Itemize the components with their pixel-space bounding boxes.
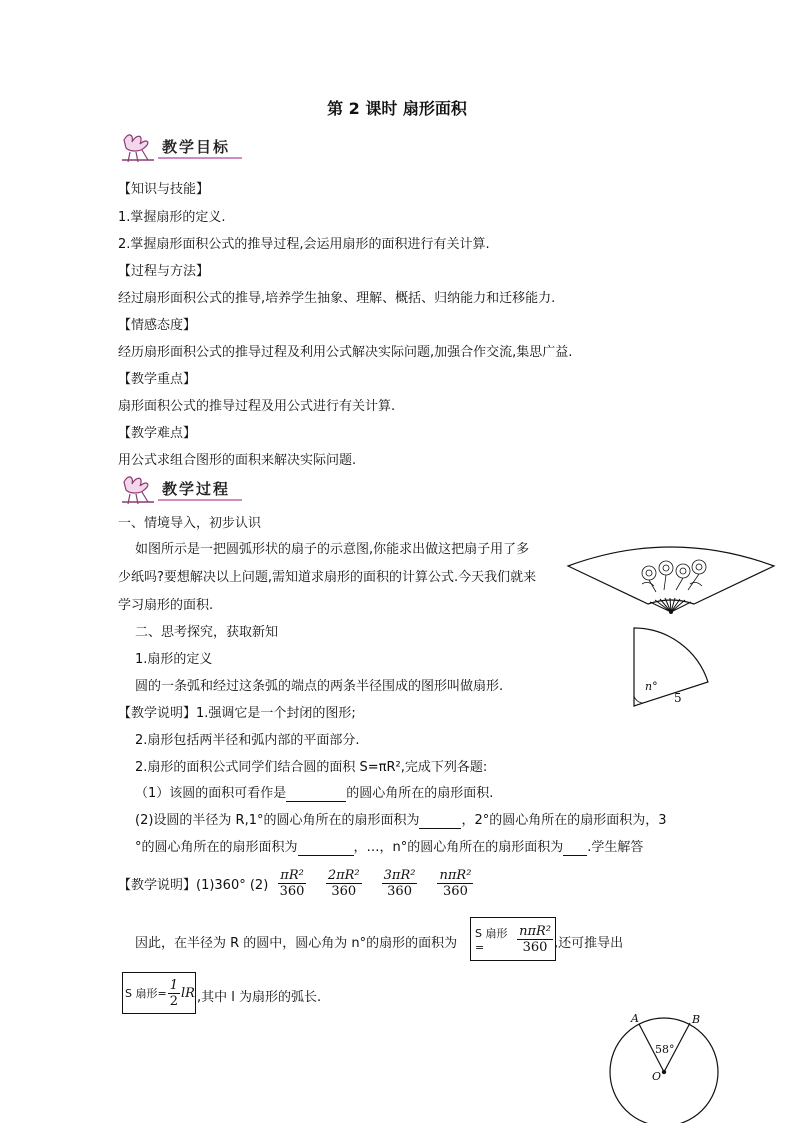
fraction-denominator: 360 [331, 884, 357, 899]
fan-figure [566, 540, 776, 620]
heading-underline [158, 157, 242, 159]
question-1-start: （1）该圆的面积可看作是 [135, 786, 287, 801]
formula-lr: lR [180, 985, 195, 1001]
answer-blank [419, 813, 461, 829]
fraction-numerator: πR² [280, 868, 304, 883]
fan-outline [568, 547, 774, 604]
question-1 [135, 782, 493, 802]
question-2-nth: ，…，n°的圆心角所在的扇形面积为 [353, 840, 564, 855]
answer-fraction-4 [437, 868, 473, 899]
answer-blank [563, 840, 587, 856]
answer-fraction-3 [382, 868, 418, 899]
fraction-numerator: nπR² [439, 868, 472, 883]
question-2-start: (2)设圆的半径为 R,1°的圆心角所在的扇形面积为 [135, 813, 420, 828]
knowledge-item-2: 2.掌握扇形面积公式的推导过程,会运用扇形的面积进行有关计算. [118, 237, 490, 252]
conclusion-tail: ,还可推导出 [554, 936, 624, 951]
sector-figure [628, 624, 718, 714]
answer-blank [298, 840, 354, 856]
part1-paragraph-line1: 如图所示是一把圆弧形状的扇子的示意图,你能求出做这把扇子用了多 [135, 542, 530, 557]
fan-pivot [669, 610, 673, 614]
process-heading-text: 教学过程 [162, 480, 231, 498]
definition-heading: 1.扇形的定义 [135, 652, 213, 667]
fraction-denominator: 360 [279, 884, 305, 899]
sector-outline [634, 628, 708, 706]
section-heading-process [118, 472, 244, 506]
central-angle-label: 58° [655, 1043, 675, 1056]
formula-s-label: S 扇形= [125, 987, 167, 1000]
fraction-numerator: nπR² [519, 923, 551, 939]
teaching-note-2: 2.扇形包括两半径和弧内部的平面部分. [135, 733, 360, 748]
answer-fraction-1 [278, 868, 306, 899]
fraction-numerator: 2πR² [327, 868, 360, 883]
knowledge-heading: 【知识与技能】 [118, 182, 210, 197]
point-o-label: O [652, 1070, 662, 1083]
page-title: 第 2 课时 扇形面积 [327, 99, 467, 118]
knowledge-item-1: 1.掌握扇形的定义. [118, 210, 226, 225]
question-2-line1 [135, 809, 667, 829]
goals-heading-text: 教学目标 [162, 138, 231, 156]
method-heading: 【过程与方法】 [118, 264, 210, 279]
center-point [662, 1070, 666, 1074]
heading-underline [158, 499, 242, 501]
lily-icon [118, 472, 160, 506]
attitude-item-1: 经历扇形面积公式的推导过程及利用公式解决实际问题,加强合作交流,集思广益. [118, 345, 573, 360]
question-2-middle: ，2°的圆心角所在的扇形面积为，3 [461, 813, 667, 828]
point-b-label: B [692, 1013, 701, 1026]
method-item-1: 经过扇形面积公式的推导,培养学生抽象、理解、概括、归纳能力和迁移能力. [118, 291, 556, 306]
attitude-heading: 【情感态度】 [118, 318, 197, 333]
circle-figure [606, 1010, 722, 1123]
formula-fraction [168, 978, 180, 1009]
part2-heading: 二、思考探究，获取新知 [135, 625, 279, 640]
answer-blank [286, 786, 346, 802]
arc-length-note: ,其中 l 为扇形的弧长. [197, 990, 322, 1005]
fraction-denominator: 2 [169, 993, 178, 1009]
arc-area-formula-box [122, 972, 196, 1014]
fraction-denominator: 360 [387, 884, 412, 899]
formula-fraction [517, 924, 553, 955]
answer-heading: 【教学说明】(1)360° (2) [118, 878, 269, 893]
fraction-numerator: 1 [169, 977, 178, 993]
sector-angle-label: n° [645, 680, 658, 693]
fraction-denominator: 360 [443, 884, 468, 899]
question-2-line2 [135, 836, 643, 856]
answer-fraction-2 [326, 868, 362, 899]
question-2-end: .学生解答 [587, 840, 644, 855]
teaching-note-1: 【教学说明】1.强调它是一个封闭的图形; [118, 706, 356, 721]
question-2-third: °的圆心角所在的扇形面积为 [135, 840, 298, 855]
fraction-denominator: 360 [522, 939, 548, 955]
part1-heading: 一、情境导入，初步认识 [118, 516, 262, 531]
sector-area-formula-box [470, 917, 556, 961]
part1-paragraph-line2: 少纸吗?要想解决以上问题,需知道求扇形的面积的计算公式.今天我们就来 [118, 570, 537, 585]
point-a-label: A [631, 1012, 639, 1025]
key-item-1: 扇形面积公式的推导过程及用公式进行有关计算. [118, 399, 396, 414]
answer-row [118, 868, 483, 899]
definition-text: 圆的一条弧和经过这条弧的端点的两条半径围成的图形叫做扇形. [135, 679, 504, 694]
difficult-heading: 【教学难点】 [118, 426, 197, 441]
section-heading-goals [118, 130, 244, 164]
lily-icon [118, 130, 160, 164]
formula-intro: 2.扇形的面积公式同学们结合圆的面积 S=πR²,完成下列各题: [135, 760, 488, 775]
sector-radius-label: 5 [674, 691, 682, 705]
part1-paragraph-line3: 学习扇形的面积. [118, 598, 214, 613]
fraction-numerator: 3πR² [383, 868, 416, 883]
difficult-item-1: 用公式求组合图形的面积来解决实际问题. [118, 453, 357, 468]
key-heading: 【教学重点】 [118, 372, 197, 387]
conclusion-text: 因此，在半径为 R 的圆中，圆心角为 n°的扇形的面积为 [135, 936, 458, 951]
question-1-end: 的圆心角所在的扇形面积. [346, 786, 494, 801]
formula-s-label: S 扇形= [475, 926, 508, 954]
